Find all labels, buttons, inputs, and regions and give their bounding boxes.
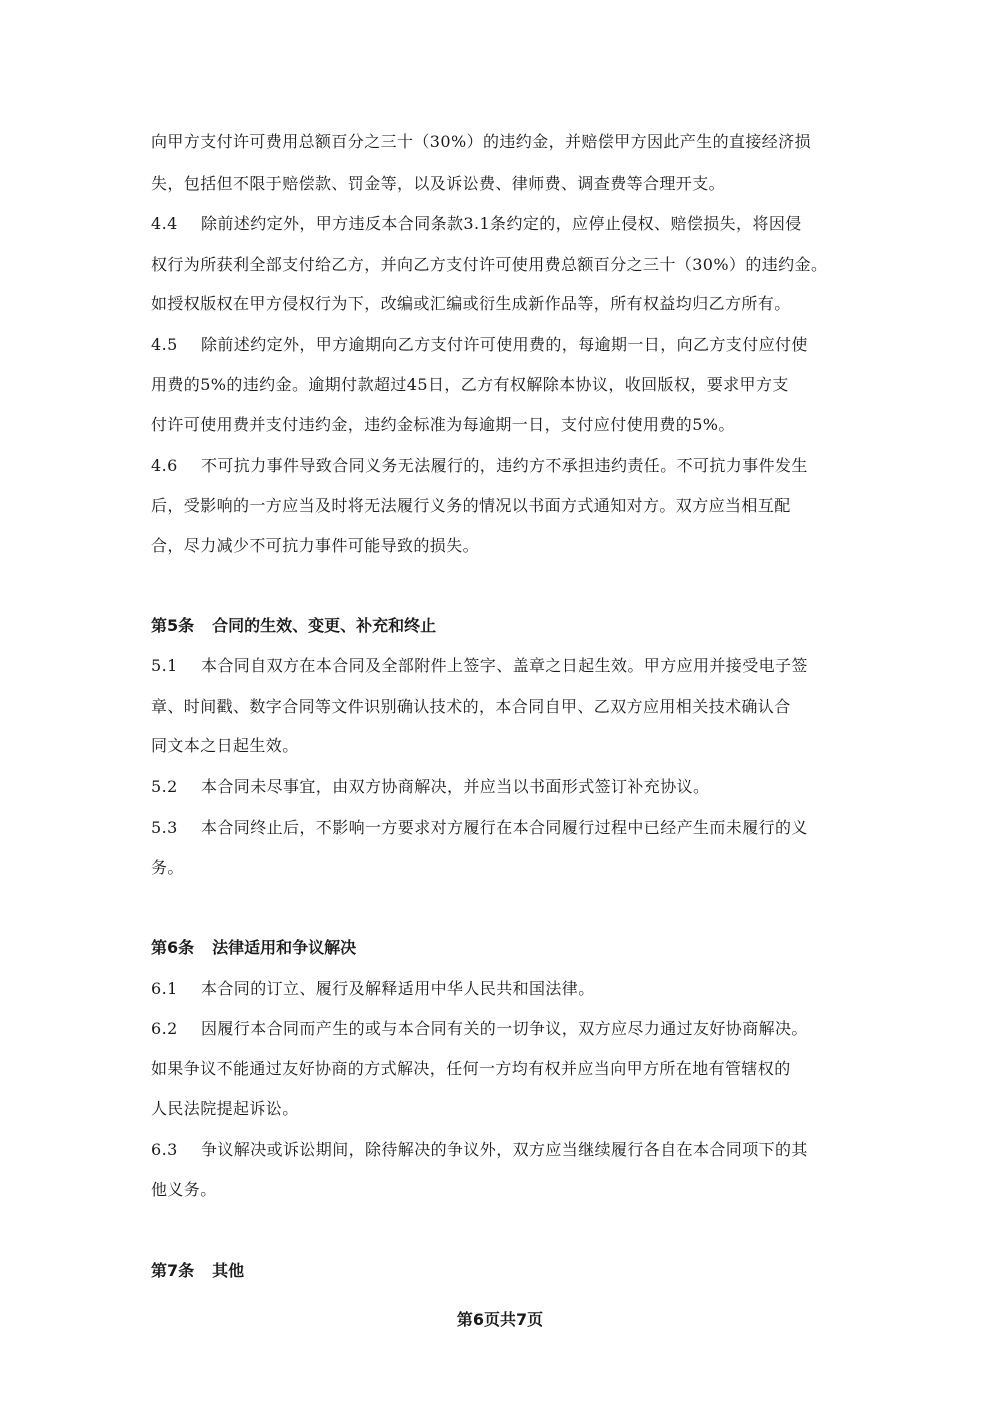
page-number-footer: 第6页共7页: [456, 1310, 544, 1329]
section-number: 第7条: [151, 1261, 195, 1280]
section-title: 法律适用和争议解决: [212, 938, 357, 957]
clause-4-6-line-1: [151, 456, 808, 476]
clause-number: 5.2: [151, 777, 178, 796]
clause-text: 不可抗力事件导致合同义务无法履行的，违约方不承担违约责任。不可抗力事件发生: [201, 456, 808, 475]
clause-number: 4.4: [151, 214, 178, 233]
section-number: 第5条: [151, 616, 195, 635]
clause-text: 本合同的订立、履行及解释适用中华人民共和国法律。: [201, 979, 595, 998]
section-title: 合同的生效、变更、补充和终止: [212, 616, 437, 635]
paragraph-line: 合，尽力减少不可抗力事件可能导致的损失。: [151, 536, 480, 555]
clause-4-5-line-1: [151, 335, 808, 355]
clause-5-3-line-1: [151, 818, 808, 838]
clause-text: 本合同未尽事宜，由双方协商解决，并应当以书面形式签订补充协议。: [201, 777, 710, 796]
paragraph-line: 权行为所获利全部支付给乙方，并向乙方支付许可使用费总额百分之三十（30%）的违约金。: [151, 255, 828, 274]
paragraph-line: 务。: [151, 858, 184, 877]
paragraph-line: 付许可使用费并支付违约金，违约金标准为每逾期一日，支付应付使用费的5%。: [151, 415, 735, 434]
clause-6-2-line-1: [151, 1019, 808, 1039]
clause-text: 本合同终止后，不影响一方要求对方履行在本合同履行过程中已经产生而未履行的义: [201, 818, 808, 837]
clause-number: 5.3: [151, 818, 178, 837]
clause-number: 6.3: [151, 1140, 178, 1159]
section-7-heading: [151, 1261, 244, 1281]
paragraph-line: 章、时间戳、数字合同等文件识别确认技术的，本合同自甲、乙双方应用相关技术确认合: [151, 697, 791, 716]
section-number: 第6条: [151, 938, 195, 957]
section-5-heading: [151, 616, 436, 636]
section-6-heading: [151, 938, 356, 958]
paragraph-line: 如授权版权在甲方侵权行为下，改编或汇编或衍生成新作品等，所有权益均归乙方所有。: [151, 294, 791, 313]
clause-6-1-line-1: [151, 979, 595, 999]
section-title: 其他: [212, 1261, 245, 1280]
clause-5-2-line-1: [151, 777, 709, 797]
clause-text: 本合同自双方在本合同及全部附件上签字、盖章之日起生效。甲方应用并接受电子签: [201, 656, 808, 675]
clause-number: 4.6: [151, 456, 178, 475]
clause-4-4-line-1: [151, 214, 802, 234]
clause-number: 4.5: [151, 335, 178, 354]
paragraph-line: 同文本之日起生效。: [151, 736, 299, 755]
clause-number: 5.1: [151, 656, 178, 675]
clause-5-1-line-1: [151, 656, 808, 676]
paragraph-line: 人民法院提起诉讼。: [151, 1099, 299, 1118]
paragraph-line: 失，包括但不限于赔偿款、罚金等，以及诉讼费、律师费、调查费等合理开支。: [151, 174, 726, 193]
paragraph-line: 向甲方支付许可费用总额百分之三十（30%）的违约金，并赔偿甲方因此产生的直接经济损: [151, 132, 811, 151]
paragraph-line: 如果争议不能通过友好协商的方式解决，任何一方均有权并应当向甲方所在地有管辖权的: [151, 1059, 791, 1078]
clause-6-3-line-1: [151, 1140, 808, 1160]
clause-text: 因履行本合同而产生的或与本合同有关的一切争议，双方应尽力通过友好协商解决。: [201, 1019, 808, 1038]
clause-text: 争议解决或诉讼期间，除待解决的争议外，双方应当继续履行各自在本合同项下的其: [201, 1140, 808, 1159]
paragraph-line: 他义务。: [151, 1180, 217, 1199]
paragraph-line: 后，受影响的一方应当及时将无法履行义务的情况以书面方式通知对方。双方应当相互配: [151, 496, 791, 515]
clause-number: 6.2: [151, 1019, 178, 1038]
paragraph-line: 用费的5%的违约金。逾期付款超过45日，乙方有权解除本协议，收回版权，要求甲方支: [151, 375, 789, 394]
clause-number: 6.1: [151, 979, 178, 998]
clause-text: 除前述约定外，甲方违反本合同条款3.1条约定的，应停止侵权、赔偿损失，将因侵: [201, 214, 802, 233]
clause-text: 除前述约定外，甲方逾期向乙方支付许可使用费的，每逾期一日，向乙方支付应付使: [201, 335, 808, 354]
